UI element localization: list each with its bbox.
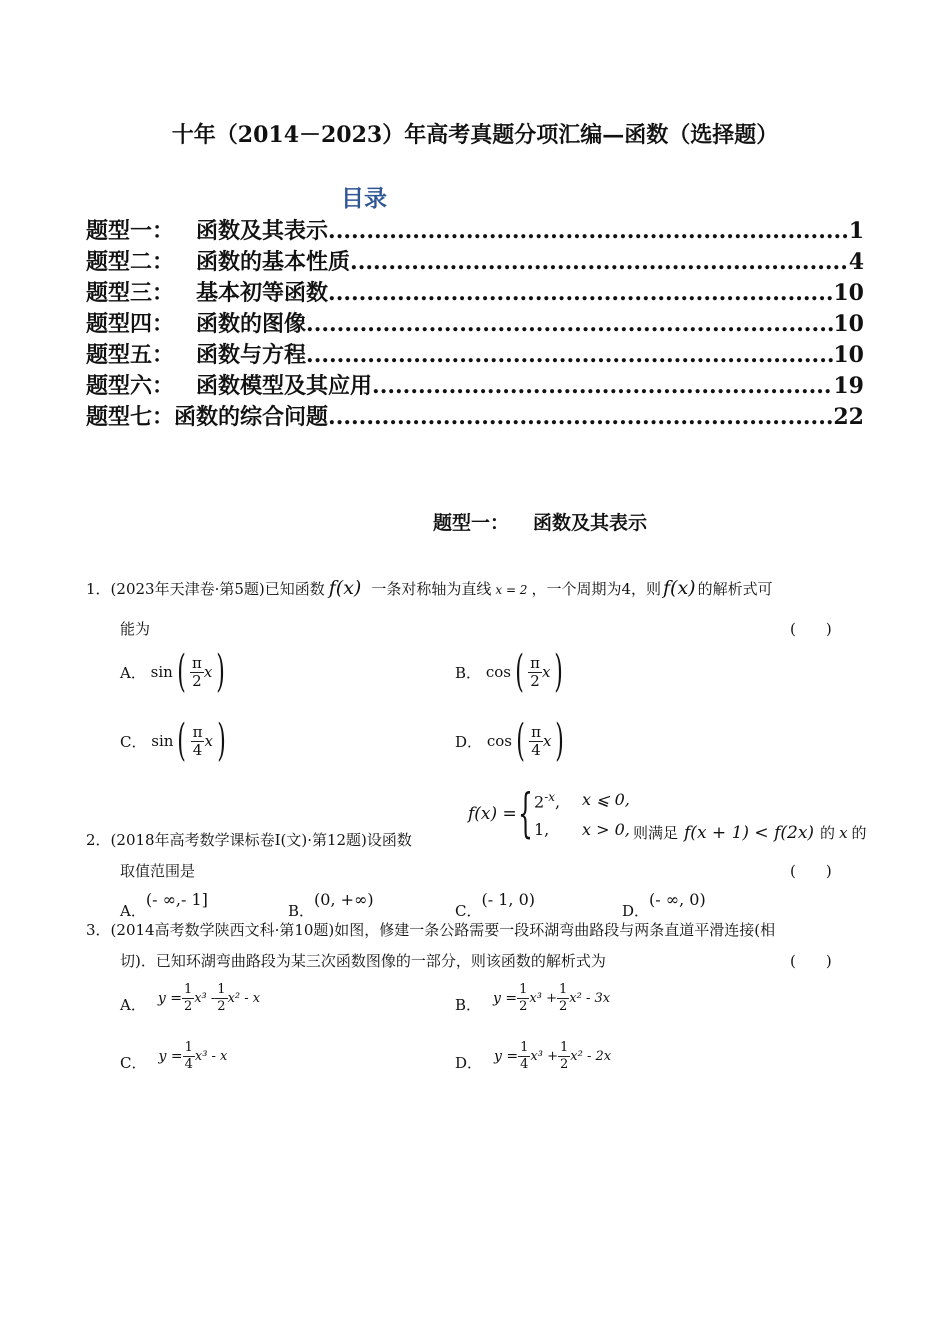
math-term: x² - 3x [569, 991, 611, 1006]
fraction-numerator: 1 [184, 1040, 193, 1055]
fraction-denominator: 4 [184, 1057, 193, 1072]
left-paren: ( [516, 715, 525, 766]
math-fraction [529, 724, 543, 759]
toc-leader-dots [306, 342, 833, 368]
fraction-numerator: π [192, 722, 203, 741]
right-paren: ) [216, 646, 226, 697]
document-title: 十年（2014－2023）年高考真题分项汇编—函数（选择题） [171, 122, 779, 148]
question-3 [86, 920, 866, 940]
toc-item-label: 题型七： [86, 404, 175, 430]
question-number: 1． [86, 580, 111, 598]
toc-item-label: 题型五： [86, 342, 175, 368]
math-fraction [518, 1040, 530, 1073]
question-text: 的 [820, 824, 836, 842]
question-number: 3． [86, 921, 111, 939]
toc-leader-dots [372, 373, 833, 399]
option-a[interactable] [120, 982, 260, 1015]
option-letter: D． [455, 732, 483, 751]
option-letter: B． [288, 902, 315, 920]
question-3-line2: 切)．已知环湖弯曲路段为某三次函数图像的一部分，则该函数的解析式为 [120, 952, 606, 970]
toc-item[interactable] [86, 276, 864, 307]
math-lhs: y = [494, 1048, 519, 1065]
toc-item-name: 函数模型及其应用 [196, 373, 373, 399]
question-source: (2023年天津卷·第5题) [110, 580, 265, 598]
option-letter: C． [455, 902, 482, 920]
math-fraction [183, 1040, 195, 1073]
option-letter: A． [120, 996, 146, 1014]
left-brace: { [518, 784, 533, 844]
math-func: sin [150, 663, 173, 681]
math-axis: x = 2 [495, 583, 528, 597]
left-paren: ( [515, 646, 524, 697]
toc-item-name: 函数的综合问题 [174, 404, 329, 430]
math-lhs: y = [157, 990, 182, 1007]
toc-item-label: 题型六： [86, 373, 175, 399]
toc-item[interactable] [86, 214, 864, 245]
fraction-denominator: 2 [519, 999, 528, 1014]
question-number: 2． [86, 831, 111, 849]
answer-paren: ( ) [790, 952, 832, 970]
fraction-numerator: 1 [559, 1040, 569, 1055]
toc-item-name: 基本初等函数 [196, 280, 329, 306]
toc-item-page: 10 [833, 311, 864, 337]
option-b[interactable] [455, 646, 568, 697]
option-letter: A． [120, 902, 146, 920]
toc-item[interactable] [86, 307, 864, 338]
toc-item-page: 10 [833, 342, 864, 368]
option-d[interactable] [455, 715, 569, 766]
fraction-numerator: 1 [183, 982, 193, 997]
math-var: x [839, 824, 848, 842]
toc-item-name: 函数及其表示 [196, 218, 329, 244]
section-heading [0, 508, 950, 535]
toc-item-page: 19 [833, 373, 864, 399]
math-term: x² - x [227, 991, 261, 1006]
fraction-numerator: π [191, 653, 202, 672]
toc-item[interactable] [86, 338, 864, 369]
right-paren: ) [554, 646, 564, 697]
answer-paren: ( ) [790, 620, 832, 638]
math-inequality: f(x + 1) < f(2x) [684, 823, 815, 843]
math-fx: f(x) [663, 577, 696, 599]
fraction-denominator: 2 [217, 999, 226, 1014]
option-value: (- ∞, 0) [649, 890, 706, 909]
toc-heading: 目录 [341, 186, 387, 212]
math-func: cos [485, 663, 511, 681]
question-text: 的解析式可 [697, 580, 773, 598]
math-fraction [528, 655, 542, 690]
math-var: x [204, 732, 213, 750]
math-term: x³ + [530, 1049, 558, 1064]
option-value: (- 1, 0) [481, 890, 535, 909]
toc-item-label: 题型三： [86, 280, 175, 306]
piece-1-condition: x ⩽ 0, [582, 790, 630, 809]
piece-1-base: 2 [534, 792, 545, 812]
toc-item[interactable] [86, 400, 864, 431]
question-text: 则满足 [633, 824, 679, 842]
math-fraction [517, 982, 529, 1015]
fraction-denominator: 2 [558, 999, 568, 1014]
option-c[interactable] [120, 715, 230, 766]
toc-item-name: 函数与方程 [196, 342, 307, 368]
option-letter: D． [622, 902, 650, 920]
fraction-denominator: 4 [520, 1057, 529, 1072]
option-a[interactable] [120, 646, 229, 697]
fraction-numerator: 1 [558, 982, 568, 997]
question-text: ，一个周期为4，则 [531, 580, 661, 598]
fraction-denominator: 2 [192, 671, 202, 690]
question-text: 的 [851, 824, 867, 842]
option-b[interactable] [455, 982, 610, 1015]
option-d[interactable] [622, 890, 706, 921]
question-1 [86, 578, 866, 600]
fraction-denominator: 2 [559, 1057, 569, 1072]
option-letter: C． [120, 732, 147, 751]
left-paren: ( [177, 715, 187, 766]
answer-paren: ( ) [790, 862, 832, 880]
piece-2-condition: x > 0, [582, 820, 630, 839]
math-func: cos [486, 732, 512, 750]
fraction-denominator: 4 [531, 740, 541, 759]
math-lhs: y = [158, 1048, 183, 1065]
question-source: (2018年高考数学课标卷Ⅰ(文)·第12题) [110, 831, 367, 849]
option-c[interactable] [455, 890, 535, 921]
question-text: 已知函数 [264, 580, 325, 598]
right-paren: ) [555, 715, 565, 766]
option-letter: C． [120, 1054, 147, 1072]
math-fraction [557, 982, 569, 1015]
fraction-numerator: 1 [519, 982, 528, 997]
toc-item-page: 1 [848, 218, 864, 244]
math-term: x³ - x [194, 1049, 228, 1064]
math-term: x³ + [529, 991, 557, 1006]
math-fraction [191, 724, 205, 759]
toc-leader-dots [328, 404, 833, 430]
option-value: (0, +∞) [314, 890, 374, 909]
math-term: x² - 2x [570, 1049, 612, 1064]
fraction-denominator: 2 [530, 671, 540, 690]
question-text: 如图，修建一条公路需要一段环湖弯曲路段与两条直道平滑连接(相 [334, 921, 776, 939]
question-source: (2014高考数学陕西文科·第10题) [110, 921, 335, 939]
math-var: x [203, 663, 213, 681]
option-letter: B． [455, 663, 482, 682]
toc-item-label: 题型二： [86, 249, 175, 275]
piecewise-lhs: f(x) = [468, 804, 517, 824]
section-label: 题型一： [432, 512, 509, 534]
option-value: (- ∞,- 1] [145, 890, 208, 909]
fraction-denominator: 2 [183, 999, 193, 1014]
toc-item[interactable] [86, 245, 864, 276]
fraction-numerator: 1 [520, 1040, 529, 1055]
piece-1-exp: -x [544, 790, 556, 804]
option-letter: A． [120, 663, 146, 682]
piece-1: $2^{-x}$, [534, 790, 561, 812]
right-paren: ) [217, 715, 226, 766]
question-text: 一条对称轴为直线 [371, 580, 492, 598]
math-var: x [541, 663, 551, 681]
math-fraction [558, 1040, 570, 1073]
math-term: x³ - [194, 991, 216, 1006]
option-letter: D． [455, 1054, 483, 1072]
fraction-numerator: π [530, 653, 540, 672]
toc-leader-dots [328, 280, 833, 306]
toc-leader-dots [350, 249, 849, 275]
question-text: 设函数 [366, 831, 412, 849]
math-var: x [542, 732, 552, 750]
toc-item-page: 4 [848, 249, 864, 275]
question-1-line2: 能为 [120, 620, 151, 638]
toc-leader-dots [306, 311, 833, 337]
toc-item-page: 10 [833, 280, 864, 306]
piece-2: 1, [534, 820, 550, 839]
toc-item[interactable] [86, 369, 864, 400]
toc-item-name: 函数的图像 [196, 311, 307, 337]
toc-item-label: 题型四： [86, 311, 175, 337]
math-fraction [182, 982, 194, 1015]
toc-item-label: 题型一： [86, 218, 175, 244]
fraction-numerator: 1 [217, 982, 226, 997]
math-func: sin [151, 732, 174, 750]
toc-item-name: 函数的基本性质 [196, 249, 351, 275]
math-fraction [190, 655, 204, 690]
toc-item-page: 22 [833, 404, 864, 430]
section-name: 函数及其表示 [533, 512, 648, 534]
left-paren: ( [177, 646, 186, 697]
question-2-tail [633, 822, 867, 843]
fraction-numerator: π [531, 722, 541, 741]
math-lhs: y = [493, 990, 518, 1007]
toc-leader-dots [328, 218, 849, 244]
option-a[interactable] [120, 890, 208, 921]
fraction-denominator: 4 [192, 740, 203, 759]
option-d[interactable] [455, 1040, 611, 1073]
math-fx: f(x) [328, 577, 362, 599]
option-b[interactable] [288, 890, 374, 921]
option-letter: B． [455, 996, 482, 1014]
math-fraction [215, 982, 227, 1015]
option-c[interactable] [120, 1040, 227, 1073]
table-of-contents [86, 214, 864, 431]
question-2-line2: 取值范围是 [120, 862, 196, 880]
